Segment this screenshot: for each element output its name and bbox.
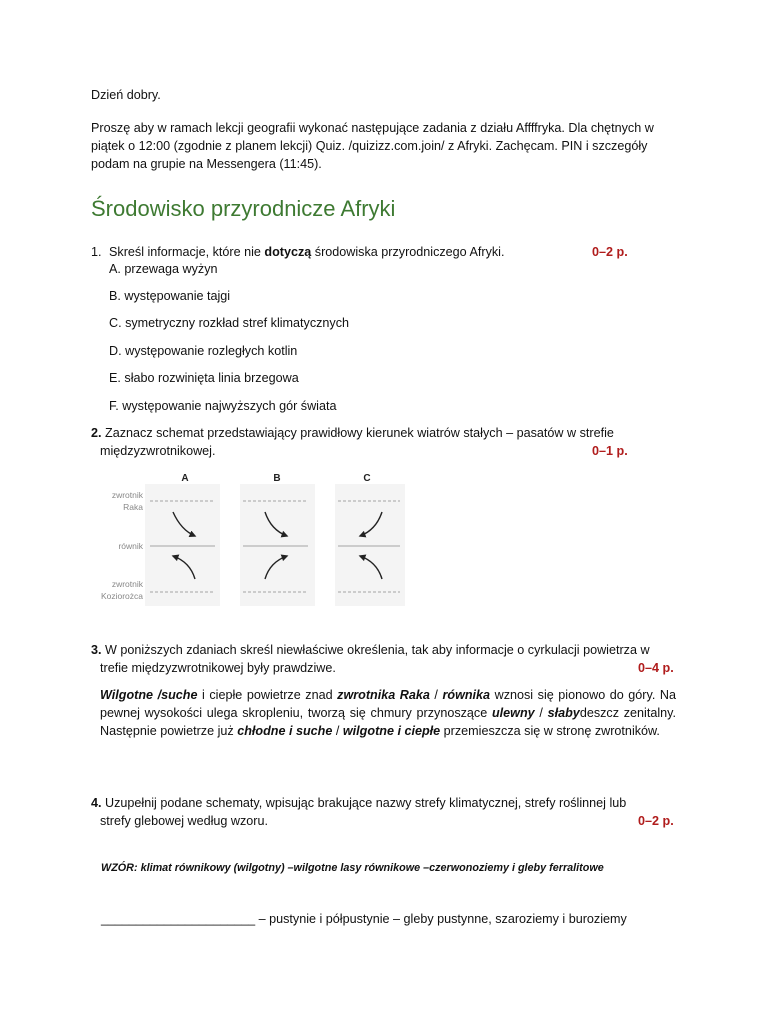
q1-option-b: B. występowanie tajgi — [109, 289, 231, 303]
q1-text-post: środowiska przyrodniczego Afryki. — [311, 245, 505, 259]
q1-number: 1. — [91, 245, 102, 259]
column-label-b: B — [273, 473, 281, 484]
q1-text-pre: Skreśl informacje, które nie — [109, 245, 265, 259]
q3-opt-slaby: słaby — [547, 706, 580, 720]
q1-points: 0–2 p. — [592, 245, 628, 259]
q4-example: WZÓR: klimat równikowy (wilgotny) –wilgotne lasy równikowe –czerwonoziemy i gleby ferralitowe — [101, 862, 604, 874]
q3-opt-wilgotne-suche: Wilgotne /suche — [100, 688, 198, 702]
q2-line-1 — [91, 424, 614, 442]
column-label-c: C — [363, 473, 371, 484]
q3-p-f: wznosi się pionowo do góry. Na pewnej wysokości ulega skropleniu, tworzą się chmury przynoszące — [100, 688, 677, 720]
label-equator: równik — [118, 541, 143, 551]
q3-opt-ulewny: ulewny — [491, 706, 535, 720]
q3-points: 0–4 p. — [638, 661, 674, 675]
trade-winds-diagram — [95, 464, 405, 609]
q3-opt-rownika: równika — [442, 688, 491, 702]
q3-opt-wilgotne-cieple: wilgotne i ciepłe — [342, 724, 441, 738]
q3-p-j: deszcz zenitalny. Następnie powietrze już — [100, 706, 676, 738]
column-c-bg — [335, 484, 405, 606]
column-b-bg — [240, 484, 315, 606]
column-a-bg — [145, 484, 220, 606]
q1-option-f: F. występowanie najwyższych gór świata — [109, 399, 337, 413]
section-title: Środowisko przyrodnicze Afryki — [91, 196, 396, 221]
greeting: Dzień dobry. — [91, 88, 161, 102]
q2-line-2: międzyzwrotnikowej. — [100, 444, 216, 458]
q4-number: 4. — [91, 796, 102, 810]
q2-number: 2. — [91, 426, 102, 440]
label-tropic-capricorn-1: zwrotnik — [111, 579, 143, 589]
q3-p-b: i ciepłe powietrze znad — [197, 688, 338, 702]
q3-p-d: / — [429, 688, 443, 702]
intro-line-1: Proszę aby w ramach lekcji geografii wykonać następujące zadania z działu Affffryka. Dla chętnych w — [91, 121, 654, 135]
q4-line-2: strefy glebowej według wzoru. — [100, 814, 268, 828]
intro-line-3: podam na grupie na Messengera (11:45). — [91, 157, 322, 171]
q4-text-1: Uzupełnij podane schematy, wpisując brakujące nazwy strefy klimatycznej, strefy roślinnej lub — [105, 796, 627, 810]
q1-instruction — [109, 243, 504, 261]
q3-text-1: W poniższych zdaniach skreśl niewłaściwe określenia, tak aby informacje o cyrkulacji powietrza w — [105, 643, 650, 657]
column-label-a: A — [181, 473, 189, 484]
q4-points: 0–2 p. — [638, 814, 674, 828]
q1-option-a: A. przewaga wyżyn — [109, 262, 218, 276]
q4-row-1-rest: – pustynie i półpustynie – gleby pustynne, szaroziemy i buroziemy — [255, 912, 627, 926]
intro-line-2: piątek o 12:00 (zgodnie z planem lekcji) Quiz. /quizizz.com.join/ z Afryki. Zachęcam. PIN i szczegóły — [91, 139, 648, 153]
q3-p-l: / — [332, 724, 343, 738]
q3-p-h: / — [534, 706, 548, 720]
q1-text-bold: dotyczą — [264, 245, 312, 259]
q3-line-2: trefie międzyzwrotnikowej były prawdziwe. — [100, 661, 336, 675]
q3-paragraph — [100, 686, 676, 740]
q3-p-n: przemieszcza się w stronę zwrotników. — [440, 724, 660, 738]
q2-text-1: Zaznacz schemat przedstawiający prawidłowy kierunek wiatrów stałych – pasatów w strefie — [105, 426, 614, 440]
q4-blank-1[interactable]: ______________________ — [101, 912, 256, 926]
q3-opt-chlodne-suche: chłodne i suche — [237, 724, 333, 738]
q1-option-d: D. występowanie rozległych kotlin — [109, 344, 298, 358]
q1-option-c: C. symetryczny rozkład stref klimatycznych — [109, 316, 350, 330]
q2-points: 0–1 p. — [592, 444, 628, 458]
q4-line-1 — [91, 794, 626, 812]
q1-option-e: E. słabo rozwinięta linia brzegowa — [109, 371, 299, 385]
q4-row-1 — [101, 910, 627, 928]
q3-number: 3. — [91, 643, 102, 657]
label-tropic-capricorn-2: Koziorożca — [100, 591, 143, 601]
label-tropic-cancer-1: zwrotnik — [111, 490, 143, 500]
q3-opt-zwrotnika-raka: zwrotnika Raka — [337, 688, 430, 702]
q3-line-1 — [91, 641, 650, 659]
label-tropic-cancer-2: Raka — [123, 502, 143, 512]
